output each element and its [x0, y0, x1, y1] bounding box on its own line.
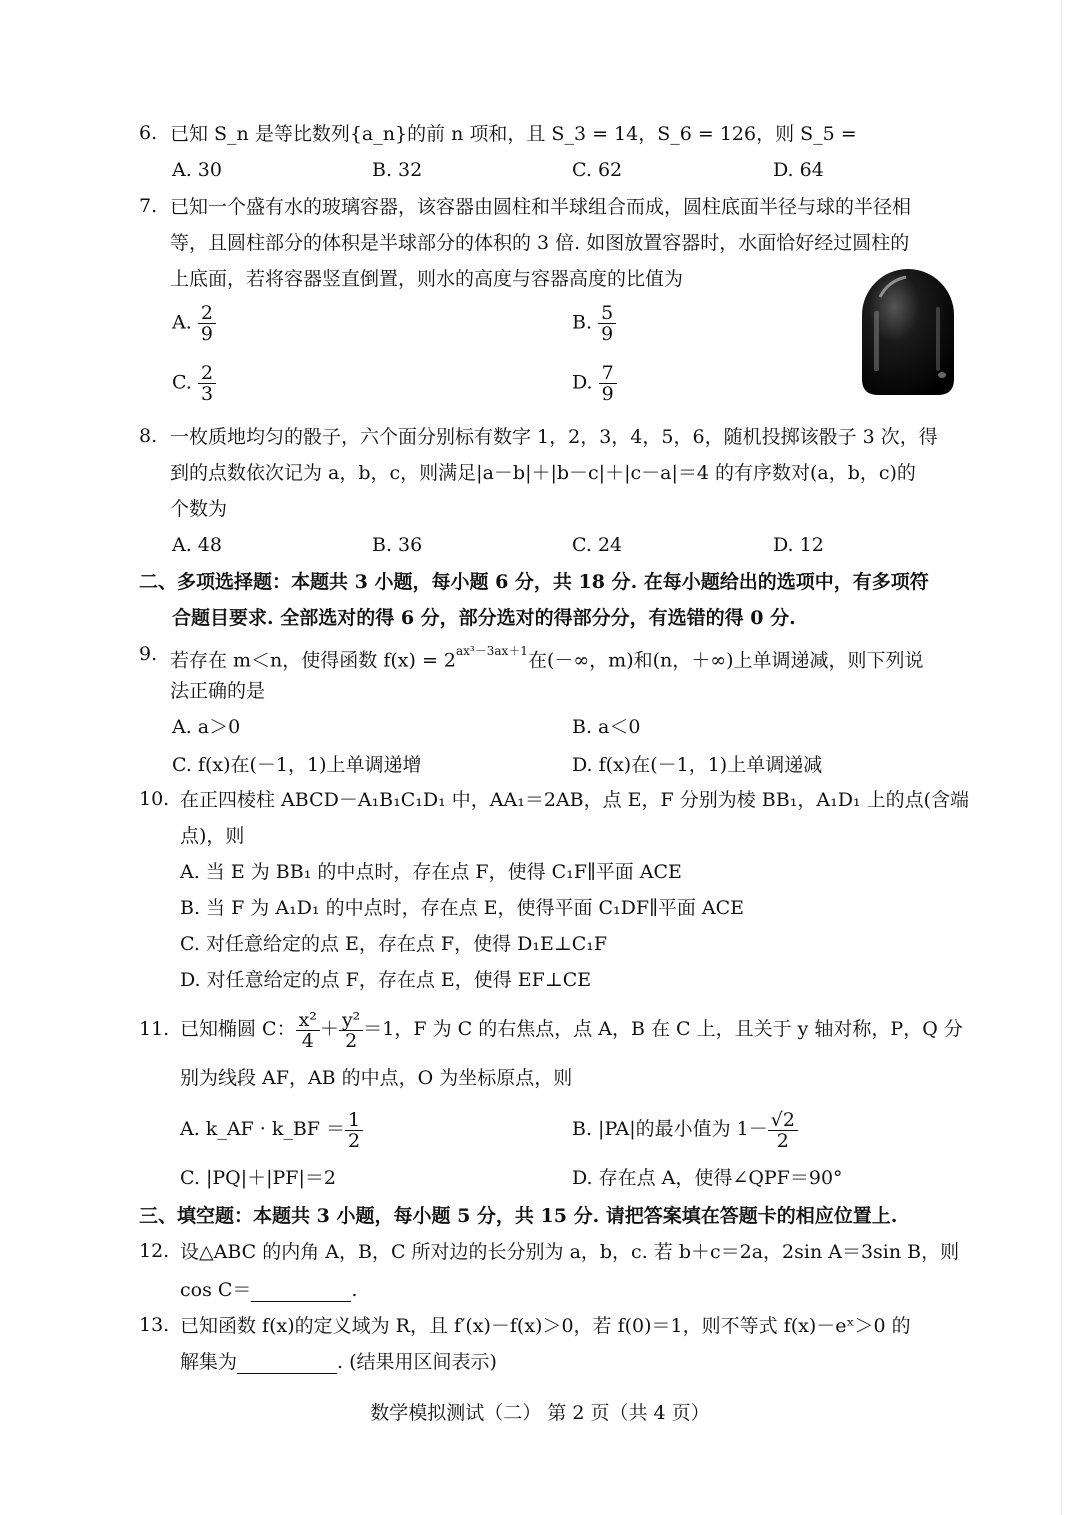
question-number: 11.	[139, 1018, 170, 1040]
option-letter: A.	[172, 311, 192, 334]
option-b	[572, 303, 616, 344]
option-d: D. f(x)在(－1，1)上单调递减	[572, 754, 823, 776]
option-a: A. 48	[172, 534, 222, 556]
option-d: D. 对任意给定的点 F，存在点 E，使得 EF⊥CE	[180, 969, 592, 991]
question-stem-line-2: 点)，则	[180, 825, 245, 847]
option-a: A. k_AF · k_BF ＝ $\frac{1}{2}$	[180, 1106, 363, 1152]
option-c: C. 对任意给定的点 E，存在点 F，使得 D₁E⊥C₁F	[180, 933, 608, 955]
option-d: D. 12	[773, 534, 824, 556]
question-number: 10.	[139, 788, 170, 810]
option-b: B. |PA|的最小值为 1－ $\frac{√2}{2}$	[572, 1106, 798, 1152]
option-a: A. 当 E 为 BB₁ 的中点时，存在点 F，使得 C₁F∥平面 ACE	[180, 861, 682, 883]
answer-blank	[237, 1355, 337, 1374]
section-2-line-2: 合题目要求. 全部选对的得 6 分，部分选对的得部分分，有选错的得 0 分.	[172, 607, 796, 629]
option-c	[172, 363, 216, 404]
question-number: 12.	[139, 1240, 170, 1262]
option-b: B. 36	[372, 534, 423, 556]
question-stem-line-2: 解集为 . (结果用区间表示)	[180, 1351, 497, 1373]
option-b: B. 当 F 为 A₁D₁ 的中点时，存在点 E，使得平面 C₁DF∥平面 ACE	[180, 897, 745, 919]
question-stem-line-2: 到的点数依次记为 a，b，c，则满足|a－b|＋|b－c|＋|c－a|＝4 的有序数对(a，b，c)的	[170, 462, 916, 484]
option-c: C. 24	[572, 534, 623, 556]
option-b: B. 32	[372, 159, 423, 181]
page-footer: 数学模拟测试（二） 第 2 页（共 4 页）	[370, 1402, 710, 1424]
question-number: 6.	[139, 122, 158, 144]
question-number: 9.	[139, 643, 158, 665]
question-stem-line-2: 等，且圆柱部分的体积是半球部分的体积的 3 倍. 如图放置容器时，水面恰好经过圆柱的	[170, 232, 910, 254]
option-d	[572, 363, 617, 404]
glass-container-image	[858, 267, 958, 397]
fraction-x: $\frac{\text{x²}}{4}$	[296, 1010, 320, 1051]
option-d: D. 存在点 A，使得∠QPF＝90°	[572, 1167, 843, 1189]
section-3-line-1: 三、填空题：本题共 3 小题，每小题 5 分，共 15 分. 请把答案填在答题卡的相应位置上.	[139, 1205, 898, 1227]
question-stem-line-3: 个数为	[170, 498, 228, 520]
question-number: 7.	[139, 195, 158, 217]
question-stem-line-1: 已知函数 f(x)的定义域为 R，且 f′(x)－f(x)＞0，若 f(0)＝1，则不等式 f(x)－eˣ＞0 的	[180, 1315, 911, 1337]
question-stem-line-1: 若存在 m＜n，使得函数 $f(x) = 2^{ax^3-3ax+1}$在(－∞，m)和(n，＋∞)上单调递减，则下列说	[170, 644, 924, 672]
question-stem: 已知 S_n 是等比数列{a_n}的前 n 项和，且 S_3 = 14，S_6 = 126，则 S_5 =	[170, 123, 857, 145]
fraction-y: $\frac{\text{y²}}{2}$	[339, 1010, 363, 1051]
question-stem-line-1: 在正四棱柱 ABCD－A₁B₁C₁D₁ 中，AA₁＝2AB，点 E，F 分别为棱 BB₁，A₁D₁ 上的点(含端	[180, 789, 969, 811]
question-stem-line-1: 一枚质地均匀的骰子，六个面分别标有数字 1，2，3，4，5，6，随机投掷该骰子 3 次，得	[170, 426, 938, 448]
question-stem-line-1: 已知一个盛有水的玻璃容器，该容器由圆柱和半球组合而成，圆柱底面半径与球的半径相	[170, 196, 912, 218]
option-c: C. 62	[572, 159, 623, 181]
option-a: A. a＞0	[172, 716, 241, 738]
page-edge	[1061, 0, 1062, 1515]
fraction: $\frac{5}{9}$	[598, 303, 616, 344]
fraction: $\frac{√2}{2}$	[768, 1110, 798, 1151]
question-stem-line-3: 上底面，若将容器竖直倒置，则水的高度与容器高度的比值为	[170, 268, 684, 290]
question-stem-line-2: 法正确的是	[170, 680, 266, 702]
question-stem-line-2: 别为线段 AF，AB 的中点，O 为坐标原点，则	[180, 1067, 573, 1089]
exponent: ax³－3ax＋1	[456, 644, 528, 658]
question-stem-line-1: 设△ABC 的内角 A，B，C 所对边的长分别为 a，b，c. 若 b＋c＝2a，2sin A＝3sin B，则	[180, 1241, 960, 1263]
answer-blank	[251, 1283, 351, 1302]
option-letter: C.	[172, 371, 192, 394]
option-c: C. f(x)在(－1，1)上单调递增	[172, 754, 422, 776]
question-number: 8.	[139, 425, 158, 447]
fraction: $\frac{7}{9}$	[599, 363, 617, 404]
option-letter: B.	[572, 311, 593, 334]
question-stem-line-1: 已知椭圆 C： $\frac{\text{x²}}{4}$ ＋ $\frac{\text{y²}}{2}$ ＝1，F 为 C 的右焦点，点 A，B 在 C 上，且关于 y 轴对称，P，Q 分	[180, 1008, 963, 1052]
option-a: A. 30	[172, 159, 222, 181]
option-a	[172, 303, 216, 344]
fraction: $\frac{2}{3}$	[198, 363, 216, 404]
question-stem-line-2: cos C＝ .	[180, 1279, 358, 1301]
fraction: $\frac{1}{2}$	[345, 1110, 363, 1151]
question-number: 13.	[139, 1314, 170, 1336]
fraction: $\frac{2}{9}$	[198, 303, 216, 344]
section-2-line-1: 二、多项选择题：本题共 3 小题，每小题 6 分，共 18 分. 在每小题给出的选项中，有多项符	[139, 571, 929, 593]
option-b: B. a＜0	[572, 716, 641, 738]
option-c: C. |PQ|＋|PF|＝2	[180, 1167, 336, 1189]
option-letter: D.	[572, 371, 593, 394]
option-d: D. 64	[773, 159, 824, 181]
